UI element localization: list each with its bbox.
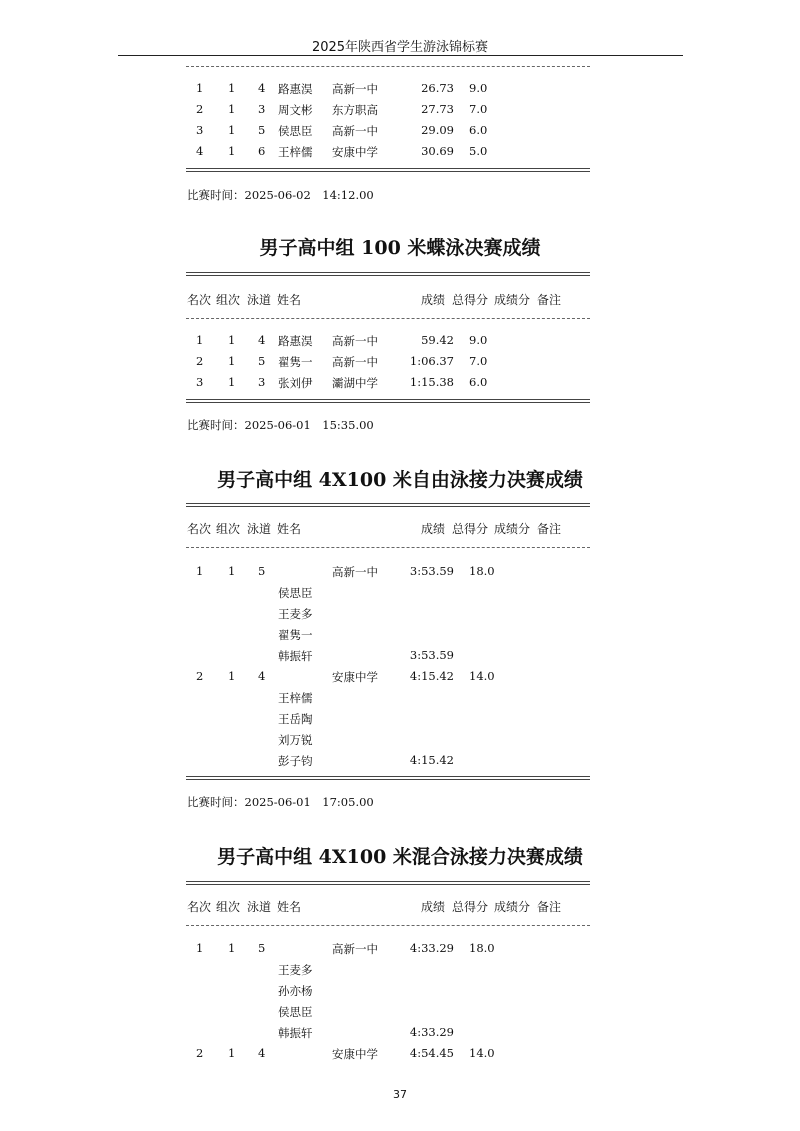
result-row	[0, 375, 800, 391]
relay-member-row	[0, 732, 800, 748]
time: 29.09	[421, 123, 454, 137]
team: 高新一中	[332, 124, 378, 138]
double-separator	[186, 399, 590, 403]
team: 安康中学	[332, 670, 378, 684]
time: 4:54.45	[409, 1046, 454, 1060]
lane: 5	[258, 354, 266, 368]
points: 9.0	[469, 81, 488, 95]
athlete-name: 韩振轩	[278, 1026, 313, 1040]
col-note: 备注	[537, 293, 562, 307]
lane: 4	[258, 1046, 266, 1060]
points: 6.0	[469, 375, 488, 389]
points: 14.0	[469, 1046, 495, 1060]
rank: 4	[196, 144, 204, 158]
time: 3:53.59	[409, 564, 454, 578]
dashed-separator	[186, 925, 590, 926]
rank: 1	[196, 564, 204, 578]
athlete-name: 张刘伊	[278, 376, 313, 390]
dashed-separator	[186, 318, 590, 319]
section-title: 男子高中组 4X100 米自由泳接力决赛成绩	[217, 469, 583, 491]
col-group: 组次	[216, 900, 241, 914]
page-number: 37	[393, 1088, 407, 1101]
relay-member-row	[0, 983, 800, 999]
col-group: 组次	[216, 293, 241, 307]
team: 安康中学	[332, 1047, 378, 1061]
time: 4:15.42	[409, 669, 454, 683]
group: 1	[228, 375, 236, 389]
athlete-name: 王岳陶	[278, 712, 313, 726]
section-title: 男子高中组 100 米蝶泳决赛成绩	[259, 237, 541, 259]
col-name: 姓名	[277, 293, 302, 307]
time: 4:33.29	[409, 941, 454, 955]
relay-team-row	[0, 669, 800, 685]
group: 1	[228, 123, 236, 137]
page-header: 2025年陕西省学生游泳锦标赛	[311, 40, 489, 55]
col-score: 成绩分	[494, 900, 531, 914]
match-time: 比赛时间：2025-06-01 15:35.00	[187, 418, 374, 432]
result-row	[0, 354, 800, 370]
relay-member-row	[0, 648, 800, 664]
team: 高新一中	[332, 355, 378, 369]
dashed-separator	[186, 66, 590, 67]
team: 高新一中	[332, 942, 378, 956]
rank: 2	[196, 669, 204, 683]
athlete-name: 翟隽一	[278, 355, 313, 369]
lane: 3	[258, 375, 266, 389]
points: 7.0	[469, 354, 488, 368]
team: 高新一中	[332, 334, 378, 348]
group: 1	[228, 669, 236, 683]
athlete-name: 刘万锐	[278, 733, 313, 747]
athlete-name: 侯思臣	[278, 586, 313, 600]
points: 7.0	[469, 102, 488, 116]
col-time: 成绩	[421, 900, 446, 914]
split-time: 4:33.29	[409, 1025, 454, 1039]
col-total: 总得分	[452, 522, 489, 536]
rank: 2	[196, 1046, 204, 1060]
athlete-name: 侯思臣	[278, 124, 313, 138]
team: 高新一中	[332, 82, 378, 96]
points: 18.0	[469, 941, 495, 955]
athlete-name: 周文彬	[278, 103, 313, 117]
group: 1	[228, 1046, 236, 1060]
col-group: 组次	[216, 522, 241, 536]
match-time: 比赛时间：2025-06-01 17:05.00	[187, 795, 374, 809]
rank: 2	[196, 102, 204, 116]
relay-member-row	[0, 1025, 800, 1041]
athlete-name: 王麦多	[278, 607, 313, 621]
athlete-name: 王麦多	[278, 963, 313, 977]
double-separator	[186, 503, 590, 507]
lane: 5	[258, 564, 266, 578]
result-row	[0, 81, 800, 97]
col-note: 备注	[537, 522, 562, 536]
col-note: 备注	[537, 900, 562, 914]
column-header	[187, 898, 607, 914]
athlete-name: 王梓儒	[278, 145, 313, 159]
split-time: 3:53.59	[409, 648, 454, 662]
time: 26.73	[421, 81, 454, 95]
group: 1	[228, 144, 236, 158]
athlete-name: 韩振轩	[278, 649, 313, 663]
athlete-name: 彭子钧	[278, 754, 313, 768]
split-time: 4:15.42	[409, 753, 454, 767]
col-time: 成绩	[421, 293, 446, 307]
double-separator	[186, 776, 590, 780]
relay-team-row	[0, 564, 800, 580]
relay-member-row	[0, 753, 800, 769]
group: 1	[228, 564, 236, 578]
result-row	[0, 123, 800, 139]
athlete-name: 侯思臣	[278, 1005, 313, 1019]
group: 1	[228, 941, 236, 955]
result-row	[0, 144, 800, 160]
column-header	[187, 291, 607, 307]
relay-member-row	[0, 1004, 800, 1020]
rank: 1	[196, 81, 204, 95]
col-rank: 名次	[187, 293, 212, 307]
rank: 1	[196, 333, 204, 347]
double-separator	[186, 272, 590, 276]
athlete-name: 王梓儒	[278, 691, 313, 705]
dashed-separator	[186, 547, 590, 548]
relay-member-row	[0, 690, 800, 706]
athlete-name: 翟隽一	[278, 628, 313, 642]
points: 6.0	[469, 123, 488, 137]
lane: 5	[258, 941, 266, 955]
team: 安康中学	[332, 145, 378, 159]
col-rank: 名次	[187, 900, 212, 914]
points: 14.0	[469, 669, 495, 683]
col-name: 姓名	[277, 900, 302, 914]
athlete-name: 路惠淏	[278, 82, 313, 96]
time: 59.42	[421, 333, 454, 347]
relay-member-row	[0, 962, 800, 978]
rank: 1	[196, 941, 204, 955]
match-time: 比赛时间：2025-06-02 14:12.00	[187, 188, 374, 202]
relay-member-row	[0, 585, 800, 601]
col-score: 成绩分	[494, 522, 531, 536]
relay-member-row	[0, 606, 800, 622]
col-lane: 泳道	[247, 293, 272, 307]
col-name: 姓名	[277, 522, 302, 536]
lane: 4	[258, 669, 266, 683]
col-rank: 名次	[187, 522, 212, 536]
lane: 4	[258, 333, 266, 347]
points: 5.0	[469, 144, 488, 158]
points: 9.0	[469, 333, 488, 347]
athlete-name: 路惠淏	[278, 334, 313, 348]
double-separator	[186, 168, 590, 172]
result-row	[0, 102, 800, 118]
column-header	[187, 520, 607, 536]
lane: 4	[258, 81, 266, 95]
relay-team-row	[0, 1046, 800, 1062]
group: 1	[228, 102, 236, 116]
points: 18.0	[469, 564, 495, 578]
time: 1:15.38	[409, 375, 454, 389]
col-time: 成绩	[421, 522, 446, 536]
result-row	[0, 333, 800, 349]
lane: 6	[258, 144, 266, 158]
rank: 3	[196, 375, 204, 389]
lane: 3	[258, 102, 266, 116]
time: 30.69	[421, 144, 454, 158]
col-lane: 泳道	[247, 522, 272, 536]
group: 1	[228, 333, 236, 347]
team: 高新一中	[332, 565, 378, 579]
col-score: 成绩分	[494, 293, 531, 307]
relay-team-row	[0, 941, 800, 957]
team: 灞湖中学	[332, 376, 378, 390]
section-title: 男子高中组 4X100 米混合泳接力决赛成绩	[217, 846, 583, 868]
lane: 5	[258, 123, 266, 137]
relay-member-row	[0, 711, 800, 727]
group: 1	[228, 354, 236, 368]
col-total: 总得分	[452, 900, 489, 914]
col-total: 总得分	[452, 293, 489, 307]
header-rule	[118, 55, 683, 56]
rank: 2	[196, 354, 204, 368]
time: 1:06.37	[409, 354, 454, 368]
group: 1	[228, 81, 236, 95]
time: 27.73	[421, 102, 454, 116]
team: 东方职高	[332, 103, 378, 117]
athlete-name: 孙亦杨	[278, 984, 313, 998]
rank: 3	[196, 123, 204, 137]
double-separator	[186, 881, 590, 885]
col-lane: 泳道	[247, 900, 272, 914]
relay-member-row	[0, 627, 800, 643]
